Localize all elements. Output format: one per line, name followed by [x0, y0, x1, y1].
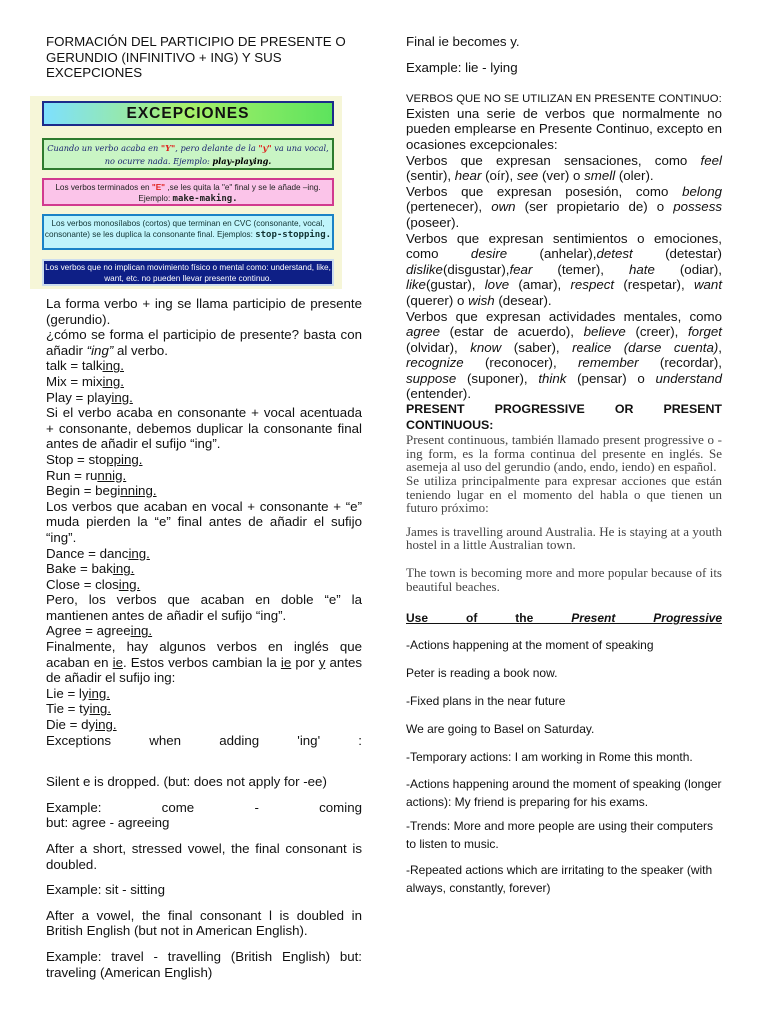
example: Close = closing.	[46, 576, 141, 592]
right-column	[406, 34, 722, 897]
use-example: Peter is reading a book now.	[406, 666, 558, 681]
use-heading: Use of the Present Progressive	[406, 611, 723, 626]
example: Example: come - coming	[46, 799, 362, 815]
paragraph: Verbos que expresan actividades mentales, como agree (estar de acuerdo), believe (creer), forget (olvidar), know (saber), realice (darse cuenta), recognize (reconocer), remember (recordar), suppose (suponer), think (pensar) o understand (entender).	[406, 308, 722, 402]
paragraph: ¿cómo se forma el participio de presente? basta con añadir “ing” al verbo.	[46, 327, 362, 358]
use-item: -Fixed plans in the near future	[406, 694, 566, 709]
example: Example: sit - sitting	[46, 882, 165, 898]
example: Agree = agreeing.	[46, 623, 153, 639]
example: but: agree - agreeing	[46, 815, 170, 831]
paragraph: Existen una serie de verbos que normalmente no pueden emplearse en Presente Continuo, excepto en ocasiones excepcionales:	[406, 105, 722, 152]
use-item: -Actions happening around the moment of speaking (longer actions): My friend is preparing for his exams.	[406, 777, 722, 809]
example: Begin = beginning.	[46, 483, 157, 499]
example: Bake = baking.	[46, 561, 135, 577]
paragraph: After a vowel, the final consonant l is doubled in British English (but not in American English).	[46, 907, 362, 939]
example: Example: lie - lying	[406, 59, 518, 75]
use-example: We are going to Basel on Saturday.	[406, 722, 595, 737]
paragraph: Verbos que expresan sentimientos o emociones, como desire (anhelar),detest (detestar) dislike(disgustar),fear (temer), hate (odiar), like(gustar), love (amar), respect (respetar), want (querer) o wish (desear).	[406, 230, 723, 308]
left-body	[46, 296, 362, 980]
excepciones-image	[30, 96, 342, 289]
paragraph: Exceptions when adding 'ing' :	[46, 732, 362, 748]
paragraph: After a short, stressed vowel, the final consonant is doubled.	[46, 841, 362, 872]
example: Play = playing.	[46, 389, 133, 405]
section-heading: VERBOS QUE NO SE UTILIZAN EN PRESENTE CONTINUO:	[406, 93, 722, 106]
example-paragraph: The town is becoming more and more popular because of its beautiful beaches.	[406, 565, 722, 594]
image-rule-cvc: Los verbos monosílabos (cortos) que terminan en CVC (consonante, vocal, consonante) se les duplica la consonante final. Ejemplos: stop-stopping.	[42, 214, 334, 250]
paragraph: Pero, los verbos que acaban en doble “e” la mantienen antes de añadir el sufijo “ing”.	[46, 592, 362, 623]
paragraph: Verbos que expresan posesión, como belong (pertenecer), own (ser propietario de) o possess (poseer).	[406, 183, 722, 230]
example-paragraph: James is travelling around Australia. He is staying at a youth hostel in a little Australian town.	[406, 523, 722, 553]
paragraph: La forma verbo + ing se llama participio de presente (gerundio).	[46, 296, 362, 327]
paragraph: Silent e is dropped. (but: does not apply for -ee)	[46, 774, 327, 790]
paragraph: Finalmente, hay algunos verbos en inglés que acaban en ie. Estos verbos cambian la ie por y antes de añadir el sufijo ing:	[46, 639, 362, 686]
image-rule-stative: Los verbos que no implican movimiento físico o mental como: understand, like, want, etc. no pueden llevar presente continuo.	[42, 259, 334, 286]
paragraph: Final ie becomes y.	[406, 34, 520, 49]
image-rule-y: Cuando un verbo acaba en "Y", pero delante de la "y" va una vocal, no ocurre nada. Ejemplo: play-playing.	[42, 138, 334, 170]
example: Mix = mixing.	[46, 373, 124, 389]
paragraph: Se utiliza principalmente para expresar acciones que están teniendo lugar en el momento del habla o que tienen un futuro próximo:	[406, 473, 722, 516]
use-item: -Temporary actions: I am working in Rome this month.	[406, 750, 693, 765]
image-title: EXCEPCIONES	[42, 101, 334, 126]
paragraph: Present continuous, también llamado present progressive o -ing form, es la forma continua del presente en inglés. Se asemeja al uso del gerundio (ando, endo, iendo) en español.	[406, 432, 722, 475]
example: Tie = tying.	[46, 701, 111, 717]
use-item: -Actions happening at the moment of speaking	[406, 638, 654, 653]
example: Lie = lying.	[46, 685, 110, 701]
example: Example: travel - travelling (British English) but: traveling (American English)	[46, 948, 362, 980]
image-rule-e: Los verbos terminados en "E" ,se les quita la "e" final y se le añade –ing. Ejemplo: make-making.	[42, 178, 334, 206]
use-item: -Repeated actions which are irritating to the speaker (with always, constantly, forever)	[406, 863, 713, 895]
example: Run = runnig.	[46, 467, 127, 483]
example: Dance = dancing.	[46, 545, 150, 561]
use-item: -Trends: More and more people are using their computers to listen to music.	[406, 819, 714, 851]
paragraph: Verbos que expresan sensaciones, como feel (sentir), hear (oír), see (ver) o smell (oler).	[406, 152, 722, 184]
paragraph: Si el verbo acaba en consonante + vocal acentuada + consonante, debemos duplicar la consonante final antes de añadir el sufijo “ing”.	[46, 405, 362, 452]
document-title: FORMACIÓN DEL PARTICIPIO DE PRESENTE O GERUNDIO (INFINITIVO + ING) Y SUS EXCEPCIONES	[46, 34, 346, 81]
section-heading: PRESENT PROGRESSIVE OR PRESENT CONTINUOUS:	[406, 402, 722, 432]
example: talk = talking.	[46, 358, 124, 374]
example: Die = dying.	[46, 717, 117, 733]
paragraph: Los verbos que acaban en vocal + consonante + “e” muda pierden la “e” final antes de añadir el sufijo “ing”.	[46, 498, 362, 545]
example: Stop = stopping.	[46, 451, 143, 467]
